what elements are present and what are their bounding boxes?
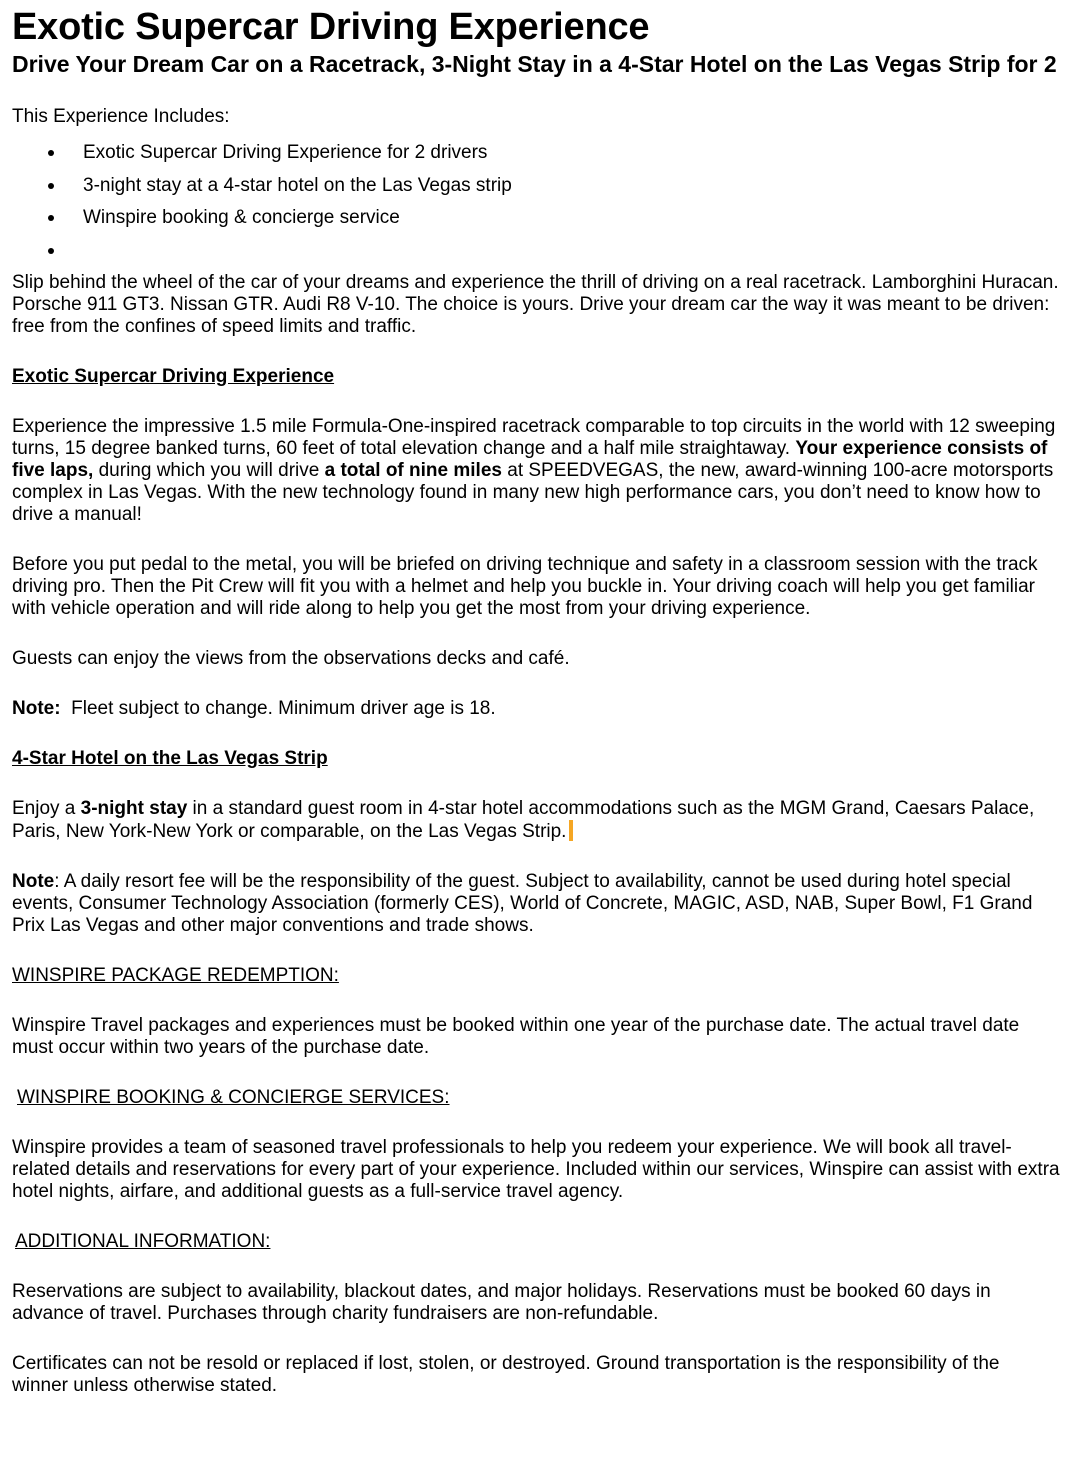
hotel-heading: 4-Star Hotel on the Las Vegas Strip [12,748,328,769]
intro-paragraph: Slip behind the wheel of the car of your dreams and experience the thrill of driving on a real racetrack. Lamborghini Huracan. Porsche 911 GT3. Nissan GTR. Audi R8 V-10. The choice is yours. Drive your dream car the way it was meant to be driven: free from the confines of speed limits and traffic. [12,272,1059,337]
note-label: Note [12,871,55,892]
note-text: : A daily resort fee will be the responsibility of the guest. Subject to availability, cannot be used during hotel special events, Consumer Technology Association (formerly CES), World of Concrete, MAGIC, ASD, NAB, Super Bowl, F1 Grand Prix Las Vegas and other major conventions and trade shows. [12,871,1033,936]
includes-heading: This Experience Includes: [12,106,230,127]
driving-text: at SPEEDVEGAS, the new, award-winning 100-acre motorsports complex in Las Vegas. With the new technology found in many new high performance cars, you don’t need to know how to drive a manual! [12,460,1054,525]
driving-paragraph-2: Before you put pedal to the metal, you will be briefed on driving technique and safety in a classroom session with the track driving pro. Then the Pit Crew will fit you with a helmet and help you buckle in. Your driving coach will help you get familiar with vehicle operation and will ride along to help you get the most from your driving experience. [12,554,1038,619]
bullet-icon [48,215,54,221]
additional-heading [12,1231,1060,1253]
hotel-text: Enjoy a [12,798,81,819]
includes-list [12,142,1060,262]
driving-heading: Exotic Supercar Driving Experience [12,366,335,387]
redemption-paragraph: Winspire Travel packages and experiences must be booked within one year of the purchase date. The actual travel date must occur within two years of the purchase date. [12,1015,1020,1058]
page-subtitle: Drive Your Dream Car on a Racetrack, 3-Night Stay in a 4-Star Hotel on the Las Vegas Strip for 2 [12,51,1057,77]
hotel-text: in a standard guest room in 4-star hotel accommodations such as the MGM Grand, Caesars Palace, Paris, New York-New York or comparable, on the Las Vegas Strip. [12,798,1035,842]
driving-paragraph-3: Guests can enjoy the views from the observations decks and café. [12,648,570,669]
driving-laps-bold: Your experience consists of five laps, [12,438,1048,481]
additional-paragraph-2: Certificates can not be resold or replaced if lost, stolen, or destroyed. Ground transportation is the responsibility of the winner unless otherwise stated. [12,1353,1000,1396]
concierge-paragraph: Winspire provides a team of seasoned travel professionals to help you redeem your experience. We will book all travel-related details and reservations for every part of your experience. Included within our services, Winspire can assist with extra hotel nights, airfare, and additional guests as a full-service travel agency. [12,1137,1060,1202]
redemption-heading: WINSPIRE PACKAGE REDEMPTION: [12,965,339,986]
driving-text: Experience the impressive 1.5 mile Formula-One-inspired racetrack comparable to top circuits in the world with 12 sweeping turns, 15 degree banked turns, 60 feet of total elevation change and a half mile straightaway. [12,416,1056,459]
hotel-paragraph [12,798,1060,843]
list-item-text: Winspire booking & concierge service [83,207,400,228]
bullet-icon [48,248,54,254]
bullet-icon [48,150,54,156]
list-item [12,142,1060,164]
list-item-text: 3-night stay at a 4-star hotel on the Las Vegas strip [83,174,512,196]
hotel-stay-bold: 3-night stay [80,798,188,819]
additional-heading-text: ADDITIONAL INFORMATION: [15,1231,271,1252]
driving-miles-bold: a total of nine miles [324,460,502,481]
list-item [12,175,1060,197]
note-text: Fleet subject to change. Minimum driver age is 18. [60,698,496,719]
concierge-heading [12,1087,1060,1109]
page-title: Exotic Supercar Driving Experience [12,6,650,48]
additional-paragraph-1: Reservations are subject to availability, blackout dates, and major holidays. Reservations must be booked 60 days in advance of travel. Purchases through charity fundraisers are non-refundable. [12,1281,991,1324]
hotel-note [12,871,1060,937]
list-item-text: Exotic Supercar Driving Experience for 2 drivers [83,142,488,163]
bullet-icon [48,183,54,189]
note-label: Note: [12,698,61,719]
driving-paragraph-1 [12,416,1060,526]
concierge-heading-text: WINSPIRE BOOKING & CONCIERGE SERVICES: [17,1087,450,1108]
text-cursor [569,820,573,841]
driving-note [12,698,1060,720]
list-item [12,240,1060,262]
driving-text: during which you will drive [93,460,325,481]
list-item [12,207,1060,229]
